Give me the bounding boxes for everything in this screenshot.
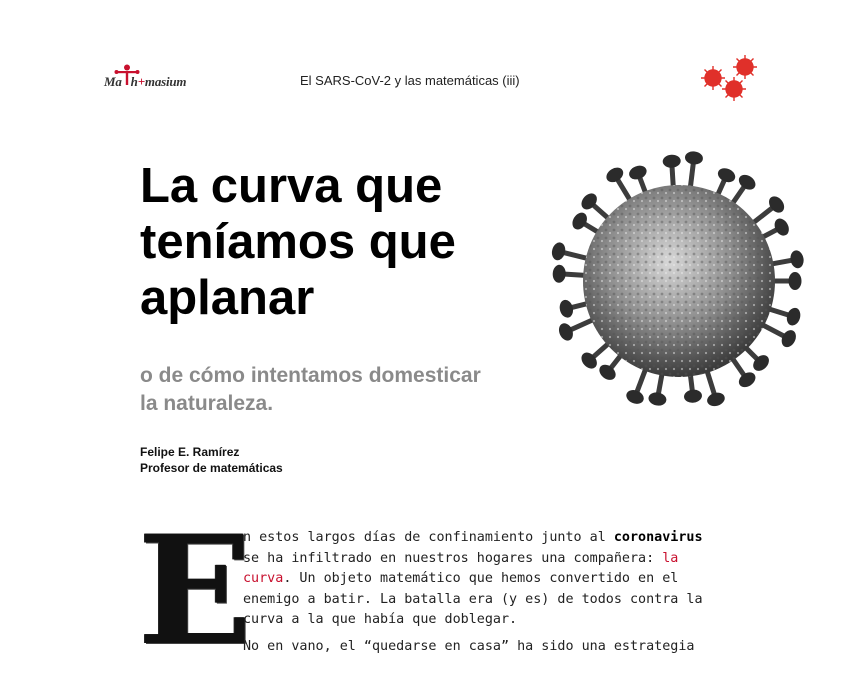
coronavirus-illustration: [548, 148, 810, 414]
body-paragraph-2: No en vano, el “quedarse en casa” ha sido una estrategia: [243, 638, 695, 654]
title-line-1: La curva que: [140, 159, 443, 213]
author-name: Felipe E. Ramírez: [140, 445, 240, 459]
keyword-coronavirus: coronavirus: [613, 530, 703, 545]
title-line-2: teníamos que: [140, 215, 456, 269]
article-body: [243, 528, 733, 663]
series-title: El SARS-CoV-2 y las matemáticas (iii): [300, 73, 520, 88]
body-paragraph-1: n estos largos días de confinamiento junto al coronavirus se ha infiltrado en nuestros hogares una compañera: la curva. Un objeto matemático que hemos convertido en el enemigo a batir. La batalla era (y es) de todos contra la curva a la que había que doblegar.: [243, 530, 703, 627]
subtitle-line-1: o de cómo intentamos domesticar: [140, 364, 481, 387]
virus-cluster-icon: [697, 52, 763, 106]
mathmasium-logo: [104, 66, 204, 94]
author-role: Profesor de matemáticas: [140, 461, 283, 475]
author-block: [140, 444, 283, 476]
article-title: [140, 158, 560, 326]
title-line-3: aplanar: [140, 271, 315, 325]
highlight-la: la: [662, 550, 679, 566]
article-subtitle: [140, 362, 560, 418]
subtitle-line-2: la naturaleza.: [140, 392, 274, 415]
logo-wordmark: Ma h+masium: [104, 74, 187, 89]
drop-cap: E: [138, 503, 253, 679]
highlight-curva: curva: [243, 571, 284, 586]
